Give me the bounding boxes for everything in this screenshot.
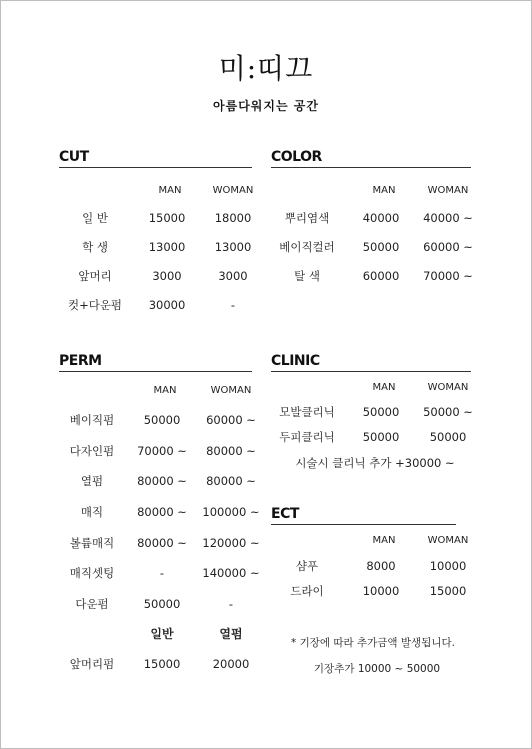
perm-row-man: 80000 ~ xyxy=(137,474,187,488)
cut-row-man: 3000 xyxy=(152,269,182,283)
clinic-row-man: 50000 xyxy=(362,430,400,444)
perm-row-woman: 140000 ~ xyxy=(202,566,260,580)
perm-row-man: 50000 xyxy=(143,413,181,427)
cut-row-name: 학 생 xyxy=(82,240,108,254)
perm-row-name: 볼륨매직 xyxy=(69,536,115,550)
perm-row-woman: 80000 ~ xyxy=(206,444,256,458)
length-surcharge-range: 기장추가 10000 ~ 50000 xyxy=(313,663,441,675)
cut-row-woman: 3000 xyxy=(218,269,248,283)
ect-section-title: ECT xyxy=(271,506,456,525)
perm-row-man: 80000 ~ xyxy=(137,536,187,550)
perm-row-woman: 80000 ~ xyxy=(206,474,256,488)
cut-row-name: 컷+다운펌 xyxy=(67,298,123,312)
perm-section xyxy=(59,353,260,683)
perm-row-name: 열펌 xyxy=(80,474,104,488)
cut-section-title: CUT xyxy=(59,149,252,168)
perm-sub-col-heat: 열펌 xyxy=(219,627,243,641)
color-row-woman: 60000 ~ xyxy=(423,240,473,254)
color-row-woman: 70000 ~ xyxy=(423,269,473,283)
perm-row-man: 80000 ~ xyxy=(137,505,187,519)
perm-extra-regular: 15000 xyxy=(143,657,181,671)
cut-row-woman: 13000 xyxy=(214,240,252,254)
color-row-woman: 40000 ~ xyxy=(423,211,473,225)
perm-extra-heat: 20000 xyxy=(212,657,250,671)
clinic-col-woman: WOMAN xyxy=(427,382,469,393)
ect-row-woman: 15000 xyxy=(429,584,467,598)
ect-col-woman: WOMAN xyxy=(427,535,469,546)
color-section-title: COLOR xyxy=(271,149,471,168)
color-row-name: 뿌리염색 xyxy=(284,211,330,225)
perm-col-man: MAN xyxy=(153,385,177,396)
cut-row-woman: 18000 xyxy=(214,211,252,225)
color-section xyxy=(271,149,471,289)
ect-row-woman: 10000 xyxy=(429,559,467,573)
perm-col-woman: WOMAN xyxy=(210,385,252,396)
color-row-man: 60000 xyxy=(362,269,400,283)
perm-sub-col-regular: 일반 xyxy=(150,627,174,641)
clinic-row-name: 두피클리닉 xyxy=(279,430,335,444)
perm-row-name: 베이직펌 xyxy=(69,413,115,427)
salon-title: 미:띠끄 xyxy=(218,52,314,85)
clinic-row-man: 50000 xyxy=(362,405,400,419)
color-row-man: 40000 xyxy=(362,211,400,225)
cut-section xyxy=(59,149,252,319)
perm-row-name: 매직 xyxy=(80,505,104,519)
clinic-col-man: MAN xyxy=(372,382,396,393)
perm-row-woman: 120000 ~ xyxy=(202,536,260,550)
perm-row-name: 매직셋팅 xyxy=(69,566,115,580)
perm-row-man: 70000 ~ xyxy=(137,444,187,458)
cut-row-name: 일 반 xyxy=(82,211,108,225)
clinic-row-woman: 50000 xyxy=(429,430,467,444)
color-row-name: 베이직컬러 xyxy=(279,240,335,254)
color-col-woman: WOMAN xyxy=(427,185,469,196)
perm-row-woman: 60000 ~ xyxy=(206,413,256,427)
clinic-row-woman: 50000 ~ xyxy=(423,405,473,419)
ect-section xyxy=(271,506,469,601)
cut-row-man: 30000 xyxy=(148,298,186,312)
cut-row-woman: - xyxy=(230,298,236,312)
color-row-name: 탈 색 xyxy=(294,269,320,283)
perm-extra-name: 앞머리펌 xyxy=(69,657,115,671)
perm-section-title: PERM xyxy=(59,353,252,372)
color-row-man: 50000 xyxy=(362,240,400,254)
length-surcharge-note: * 기장에 따라 추가금액 발생됩니다. xyxy=(291,637,455,649)
perm-row-man: 50000 xyxy=(143,597,181,611)
ect-col-man: MAN xyxy=(372,535,396,546)
cut-col-woman: WOMAN xyxy=(212,185,254,196)
cut-row-man: 15000 xyxy=(148,211,186,225)
ect-row-name: 샴푸 xyxy=(295,559,319,573)
cut-row-man: 13000 xyxy=(148,240,186,254)
ect-row-name: 드라이 xyxy=(290,584,324,598)
ect-row-man: 8000 xyxy=(366,559,396,573)
perm-row-woman: 100000 ~ xyxy=(202,505,260,519)
clinic-section xyxy=(271,353,471,478)
perm-row-woman: - xyxy=(228,597,234,611)
perm-row-name: 다운펌 xyxy=(75,597,109,611)
clinic-note: 시술시 클리닉 추가 +30000 ~ xyxy=(295,456,455,470)
salon-subtitle: 아름다워지는 공간 xyxy=(213,99,319,113)
ect-row-man: 10000 xyxy=(362,584,400,598)
clinic-row-name: 모발클리닉 xyxy=(279,405,335,419)
cut-row-name: 앞머리 xyxy=(78,269,112,283)
perm-row-man: - xyxy=(159,566,165,580)
clinic-section-title: CLINIC xyxy=(271,353,471,372)
color-col-man: MAN xyxy=(372,185,396,196)
perm-row-name: 다자인펌 xyxy=(69,444,115,458)
cut-col-man: MAN xyxy=(158,185,182,196)
